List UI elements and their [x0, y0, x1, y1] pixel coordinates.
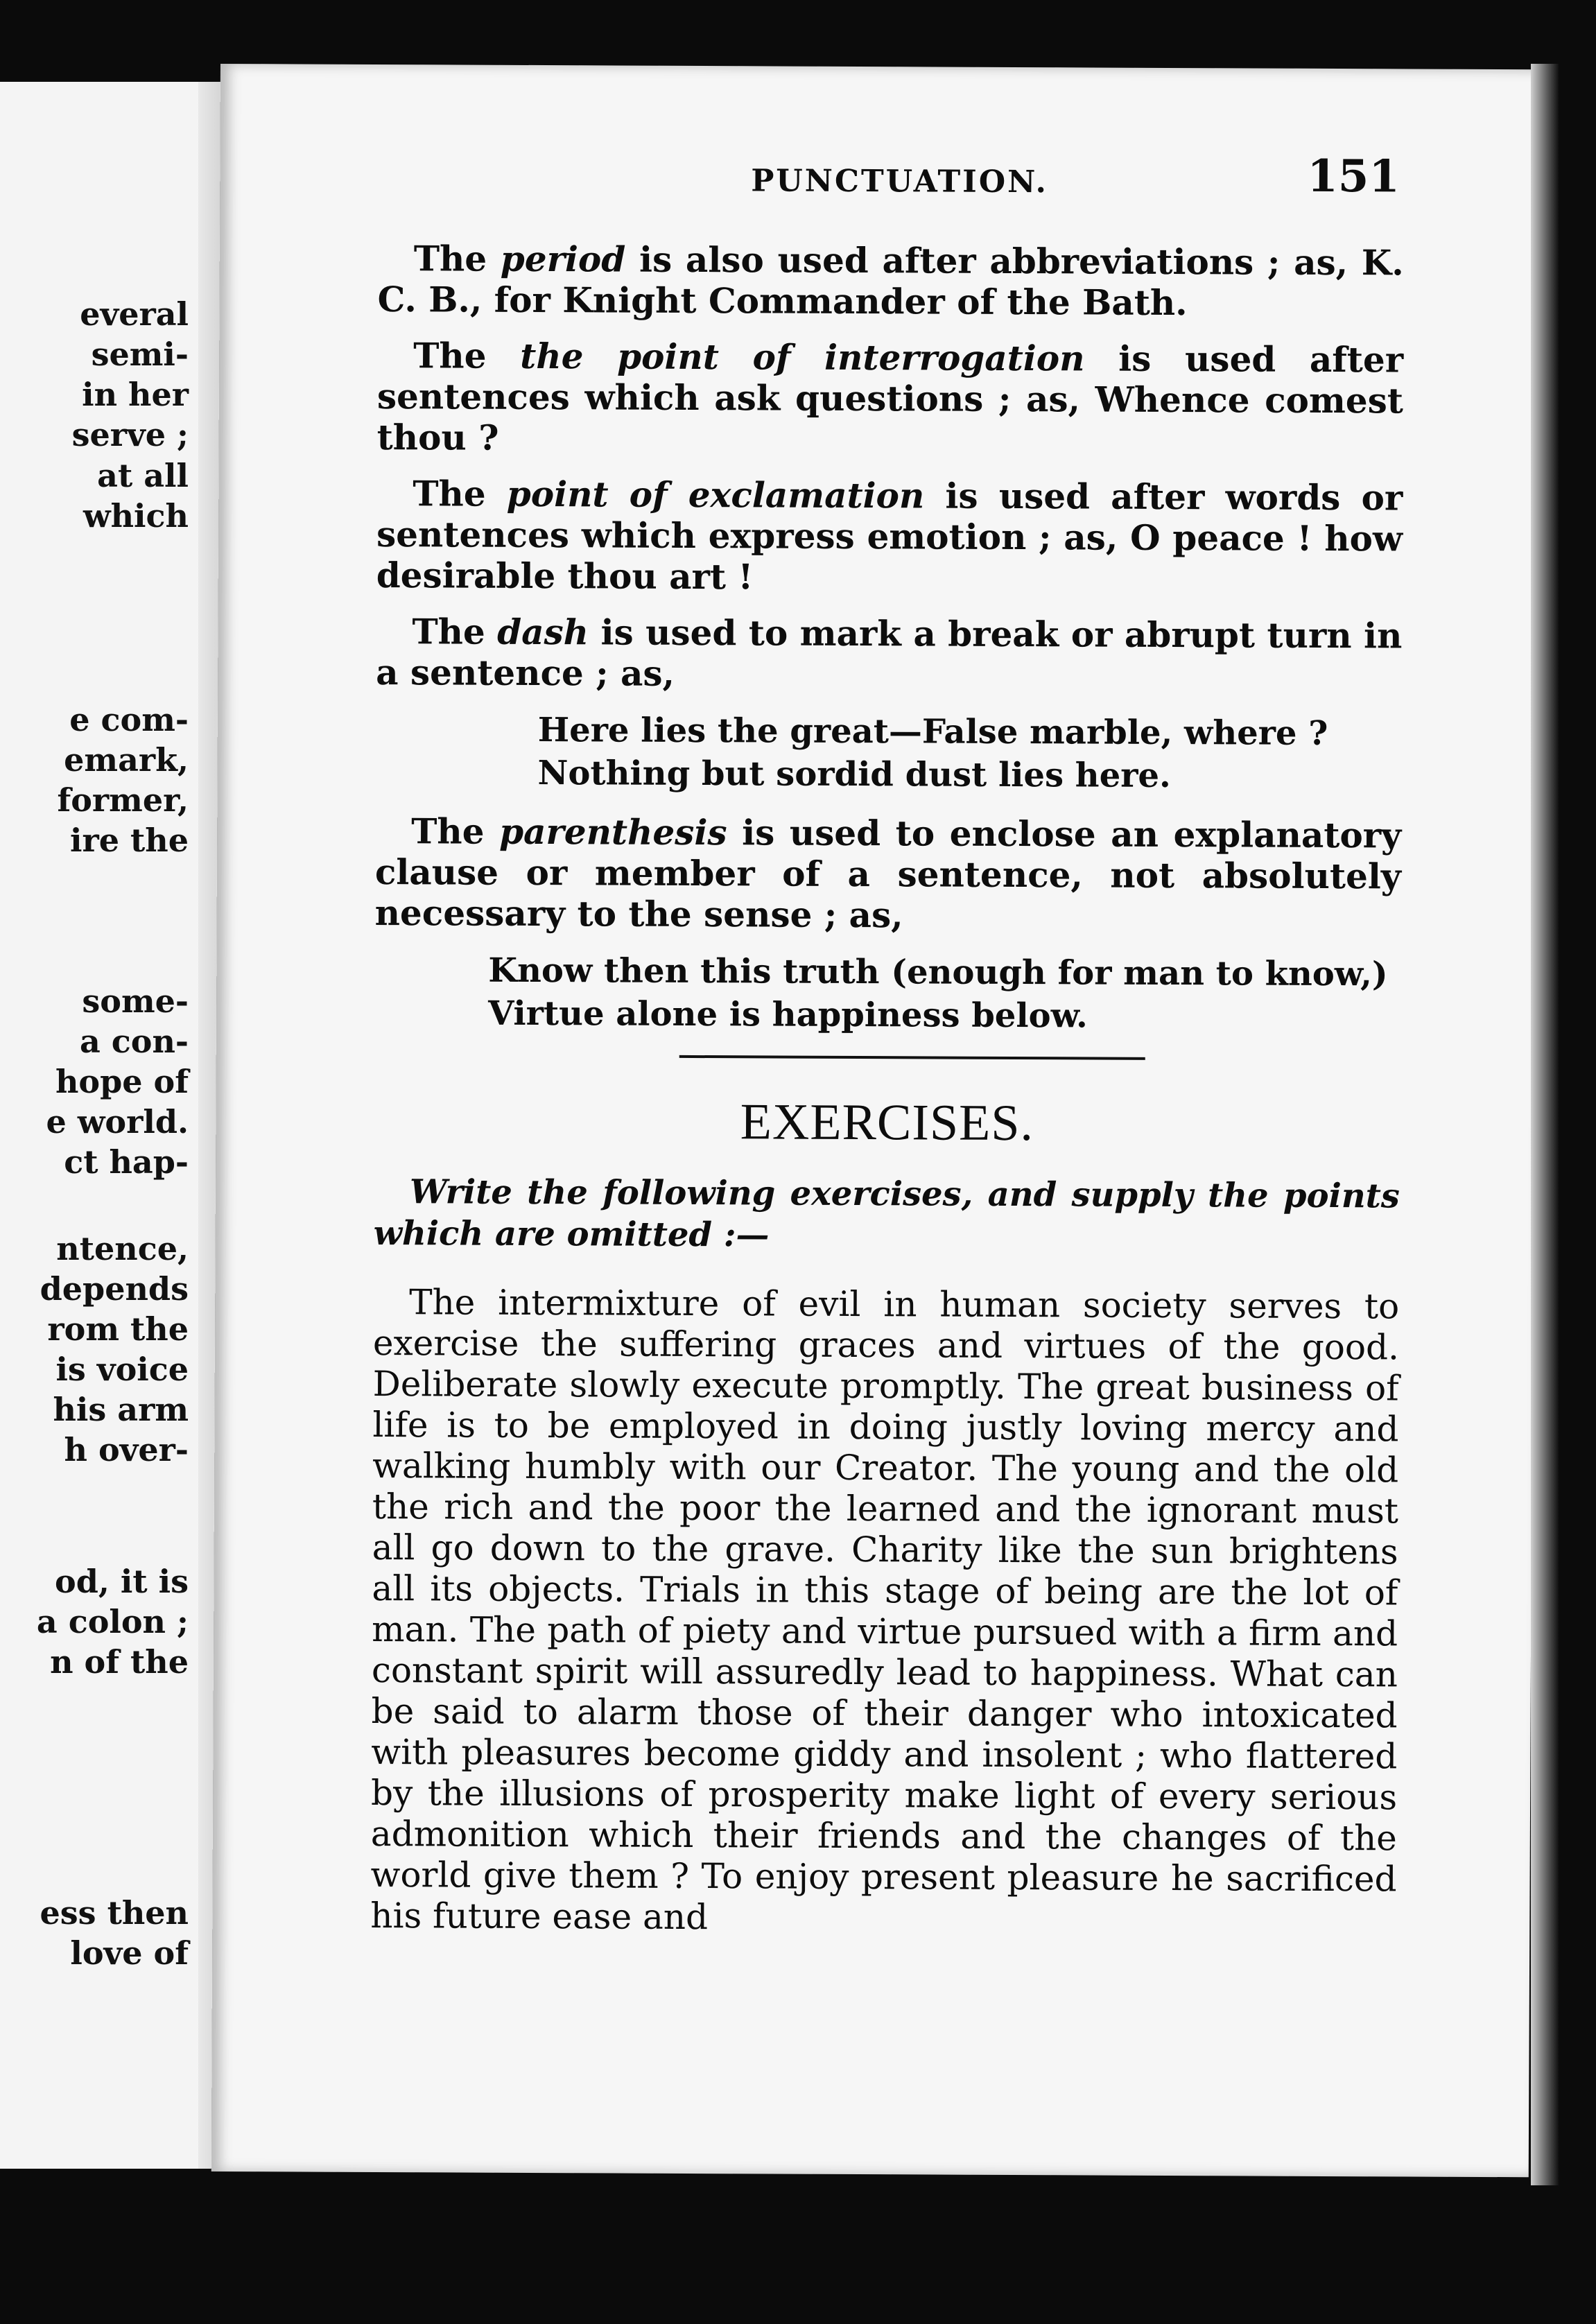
term-dash: dash — [497, 611, 589, 653]
paragraph-text: is used to enclose an explanatory clause or member of a sentence, not absolutely necessary to the sense ; as, — [374, 812, 1402, 936]
paragraph-lead: The — [413, 335, 487, 376]
book-page — [211, 64, 1538, 2177]
paragraph-lead: The — [413, 473, 486, 514]
left-page-text-fragment: at all — [97, 457, 189, 494]
verse-line: Nothing but sordid dust lies here. — [537, 754, 1171, 795]
term-exclamation: point of exclamation — [506, 473, 925, 517]
paragraph-lead: The — [412, 611, 485, 652]
paragraph-text: is used after words or sentences which express emotion ; as, O peace ! how desirable thou art ! — [376, 475, 1403, 598]
left-page-text-fragment: ntence, — [56, 1230, 189, 1267]
left-page-text-fragment: emark, — [64, 741, 189, 779]
term-parenthesis: parenthesis — [499, 810, 727, 853]
paragraph-interrogation — [377, 335, 1404, 462]
left-page-text-fragment: n of the — [50, 1643, 189, 1681]
left-page-text-fragment: e world. — [46, 1103, 189, 1141]
left-page-text-fragment: ct hap- — [64, 1143, 189, 1181]
verse-line: Here lies the great—False marble, where ? — [537, 711, 1328, 753]
left-page-text-fragment: ire the — [70, 822, 189, 859]
left-page-text-fragment: ess then — [40, 1894, 189, 1932]
section-divider — [679, 1055, 1145, 1060]
left-page-text-fragment: a con- — [79, 1023, 189, 1060]
left-page-text-fragment: former, — [57, 781, 189, 819]
left-page-text-fragment: e com- — [69, 701, 189, 738]
left-page-text-fragment: serve ; — [71, 416, 189, 453]
page-number: 151 — [1307, 150, 1400, 203]
left-page-text-fragment: love of — [70, 1934, 189, 1972]
left-page-text-fragment: some- — [82, 982, 189, 1020]
verse-line: Virtue alone is happiness below. — [487, 994, 1088, 1036]
left-page-text-fragment: rom the — [47, 1310, 189, 1348]
parenthesis-example-verse — [488, 949, 1401, 1039]
paragraph-period — [377, 238, 1404, 324]
running-head: PUNCTUATION. — [751, 163, 1048, 200]
paragraph-parenthesis — [375, 810, 1402, 937]
page-content — [370, 238, 1404, 1941]
left-page-text-fragment: depends — [40, 1270, 189, 1308]
exercises-text: The intermixture of evil in human society serves to exercise the suffering graces and virtues of the good. Deliberate slowly execute promptly. The great business of life is to be employed in doing justly loving mercy and walking humbly with our Creator. The young and the old the rich and the poor the learned and the ignorant must all go down to the grave. Charity like the sun brightens all its objects. Trials in this stage of being are the lot of man. The path of piety and virtue pursued with a firm and constant spirit will assuredly lead to happiness. What can be said to alarm those of their danger who intoxicated with pleasures become giddy and insolent ; who flattered by the illusions of prosperity make light of every serious admonition which their friends and the changes of the world give them ? To enjoy present pleasure he sacrificed his future ease and — [370, 1282, 1400, 1938]
left-page-text-fragment: is voice — [55, 1351, 189, 1388]
page-edge — [1531, 64, 1559, 2185]
verse-line: Know then this truth (enough for man to know,) — [488, 951, 1388, 994]
paragraph-text: is used to mark a break or abrupt turn in a sentence ; as, — [376, 612, 1403, 694]
left-page-text-fragment: his arm — [53, 1391, 189, 1428]
paragraph-text: is also used after abbreviations ; as, K. C. B., for Knight Commander of the Bath. — [377, 239, 1404, 324]
exercises-instruction: Write the following exercises, and supply the points which are omitted :— — [373, 1172, 1400, 1255]
paragraph-lead: The — [413, 238, 487, 279]
left-page-text-fragment: semi- — [91, 336, 189, 373]
paragraph-exclamation — [376, 473, 1403, 600]
left-page-text-fragment: h over- — [64, 1431, 189, 1468]
left-page-text-fragment: a colon ; — [36, 1603, 189, 1640]
left-page-text-fragment: which — [83, 497, 189, 535]
left-page-text-fragment: od, it is — [55, 1563, 189, 1600]
term-interrogation: the point of interrogation — [520, 335, 1085, 379]
left-page-text-fragment: everal — [80, 295, 189, 333]
term-period: period — [500, 238, 626, 280]
left-page-text-fragment: hope of — [55, 1063, 189, 1100]
paragraph-text: is used after sentences which ask questions ; as, Whence comest thou ? — [376, 338, 1404, 458]
paragraph-lead: The — [411, 810, 485, 852]
dash-example-verse — [537, 709, 1402, 798]
exercises-heading: EXERCISES. — [740, 1093, 1034, 1152]
paragraph-dash — [376, 611, 1403, 697]
left-page-text-fragment: in her — [82, 376, 189, 413]
